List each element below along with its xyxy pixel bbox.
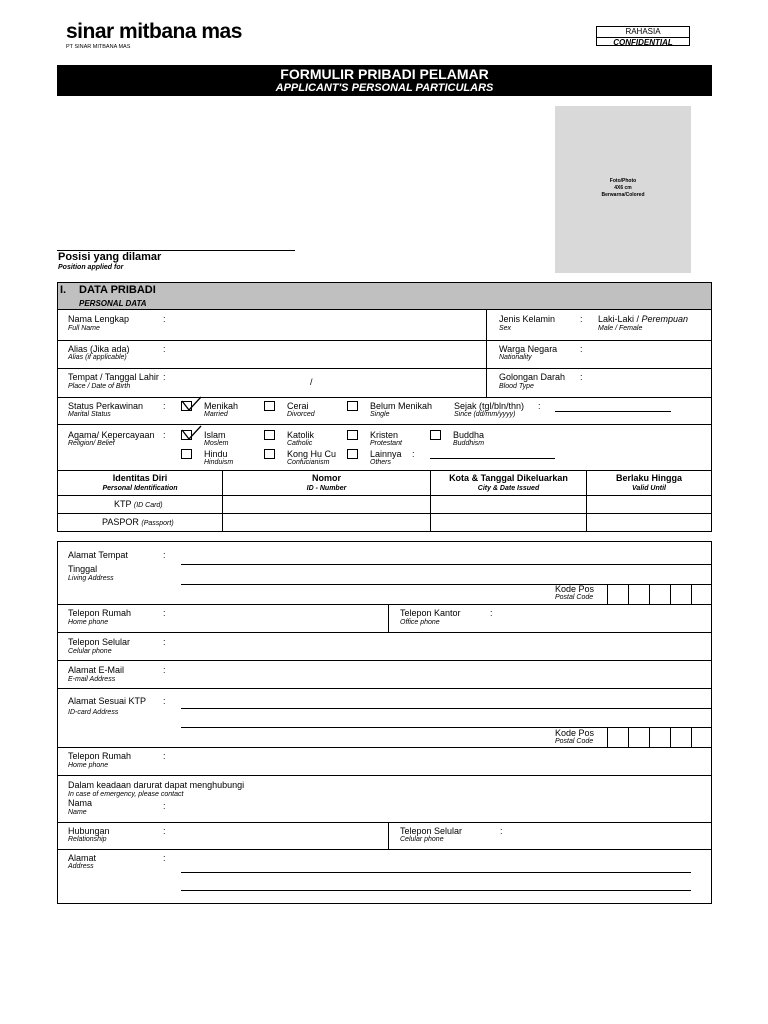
colon: : <box>163 344 166 354</box>
divorced-checkbox[interactable] <box>264 401 275 411</box>
confidential-label: CONFIDENTIAL <box>597 37 689 48</box>
postal-code-2-sublabel: Postal Code <box>555 738 594 745</box>
number-col-subheader: ID - Number <box>306 485 347 492</box>
divorced-sublabel: Divorced <box>287 411 315 418</box>
paspor-label: PASPOR <box>102 517 139 527</box>
photo-placeholder[interactable] <box>555 106 691 273</box>
id-col-header: Identitas Diri <box>112 473 168 483</box>
single-sublabel: Single <box>370 411 390 418</box>
emergency-name-field[interactable] <box>173 796 708 820</box>
colon: : <box>163 751 166 761</box>
home-phone-sublabel: Home phone <box>68 619 109 626</box>
postal-code-2-label: Kode Pos <box>555 728 595 738</box>
nationality-field[interactable] <box>593 342 708 366</box>
email-field[interactable] <box>173 662 708 687</box>
since-field[interactable] <box>555 411 671 412</box>
colon: : <box>163 696 166 706</box>
postal-code-field[interactable] <box>608 585 711 604</box>
married-checkbox[interactable] <box>181 401 192 411</box>
sex-options-sublabel: Male / Female <box>598 325 643 332</box>
photo-size: 4X6 cm <box>614 185 632 191</box>
full-name-field[interactable] <box>173 312 478 338</box>
valid-col-subheader: Valid Until <box>632 485 666 492</box>
emergency-sublabel: In case of emergency, please contact <box>68 791 184 798</box>
colon: : <box>163 801 166 811</box>
company-logo: sinar mitbana mas <box>66 20 242 43</box>
paspor-sublabel: (Passport) <box>141 520 174 527</box>
living-address-line-1[interactable] <box>181 564 711 565</box>
colon: : <box>412 449 415 459</box>
relationship-label: Hubungan <box>68 826 110 836</box>
marital-label: Status Perkawinan <box>68 401 144 411</box>
birth-label: Tempat / Tanggal Lahir <box>68 372 159 382</box>
islam-sublabel: Moslem <box>204 440 229 447</box>
since-label: Sejak (tgl/bln/thn) <box>454 401 525 411</box>
section-number: I. <box>60 284 67 296</box>
emergency-name-sublabel: Name <box>68 809 87 816</box>
valid-col-header: Berlaku Hingga <box>615 473 682 483</box>
emergency-address-label: Alamat <box>68 853 97 863</box>
full-name-sublabel: Full Name <box>68 325 100 332</box>
relationship-field[interactable] <box>173 824 383 848</box>
colon: : <box>500 826 503 836</box>
kristen-checkbox[interactable] <box>347 430 358 440</box>
form-title: FORMULIR PRIBADI PELAMAR <box>280 66 489 82</box>
nationality-label: Warga Negara <box>499 344 558 354</box>
colon: : <box>163 401 166 411</box>
colon: : <box>163 550 166 560</box>
married-label: Menikah <box>204 401 239 411</box>
living-address-label: Alamat Tempat <box>68 550 128 560</box>
position-sublabel: Position applied for <box>58 264 124 271</box>
buddha-label: Buddha <box>453 430 485 440</box>
postal-code-2-field[interactable] <box>608 728 711 747</box>
postal-code-label: Kode Pos <box>555 584 595 594</box>
office-phone-sublabel: Office phone <box>400 619 440 626</box>
kristen-label: Kristen <box>370 430 399 440</box>
birth-separator: / <box>310 377 313 387</box>
cell-phone-label: Telepon Selular <box>68 637 131 647</box>
hindu-label: Hindu <box>204 449 228 459</box>
birth-field[interactable] <box>173 370 478 395</box>
sex-male-option[interactable]: Laki-Laki / <box>598 314 642 324</box>
lainnya-label: Lainnya <box>370 449 402 459</box>
single-checkbox[interactable] <box>347 401 358 411</box>
email-sublabel: E-mail Address <box>68 676 116 683</box>
konghucu-label: Kong Hu Cu <box>287 449 337 459</box>
colon: : <box>163 637 166 647</box>
position-label: Posisi yang dilamar <box>58 251 162 263</box>
relationship-sublabel: Relationship <box>68 836 107 843</box>
full-name-label: Nama Lengkap <box>68 314 130 324</box>
emergency-address-line-2[interactable] <box>181 890 691 891</box>
colon: : <box>580 344 583 354</box>
konghucu-checkbox[interactable] <box>264 449 275 459</box>
company-name: PT SINAR MITBANA MAS <box>66 44 131 50</box>
hindu-sublabel: Hinduism <box>204 459 234 466</box>
colon: : <box>163 314 166 324</box>
postal-code-sublabel: Postal Code <box>555 594 594 601</box>
section-personal-data-header <box>57 282 712 310</box>
sex-options[interactable] <box>598 314 688 324</box>
personal-data-table <box>57 309 712 532</box>
confidential-badge <box>596 26 690 46</box>
paspor-row-label <box>102 517 174 527</box>
alias-field[interactable] <box>173 342 478 366</box>
sex-label: Jenis Kelamin <box>499 314 556 324</box>
cell-phone-2-label: Telepon Selular <box>400 826 463 836</box>
ktp-label: KTP <box>114 499 132 509</box>
alias-label: Alias (Jika ada) <box>68 344 130 354</box>
lainnya-checkbox[interactable] <box>347 449 358 459</box>
alias-sublabel: Alias (if applicable) <box>68 354 127 361</box>
contact-data-table <box>57 541 712 904</box>
buddha-sublabel: Buddhism <box>453 440 485 447</box>
sex-female-option[interactable]: Perempuan <box>641 314 689 324</box>
photo-label: Foto/Photo <box>609 178 637 184</box>
rahasia-label: RAHASIA <box>625 27 661 36</box>
religion-sublabel: Religion/ Belief <box>68 440 115 447</box>
email-label: Alamat E-Mail <box>68 665 125 675</box>
ktp-address-sublabel: ID-card Address <box>68 709 119 716</box>
hindu-checkbox[interactable] <box>181 449 192 459</box>
married-sublabel: Married <box>204 411 228 418</box>
form-subtitle: APPLICANT'S PERSONAL PARTICULARS <box>275 82 494 94</box>
blood-type-label: Golongan Darah <box>499 372 566 382</box>
home-phone-2-label: Telepon Rumah <box>68 751 132 761</box>
emergency-label: Dalam keadaan darurat dapat menghubungi <box>68 780 245 790</box>
ktp-address-label: Alamat Sesuai KTP <box>68 696 147 706</box>
colon: : <box>163 430 166 440</box>
katolik-label: Katolik <box>287 430 315 440</box>
cell-phone-field[interactable] <box>173 634 708 659</box>
kristen-sublabel: Protestant <box>370 440 402 447</box>
religion-label: Agama/ Kepercayaan <box>68 430 155 440</box>
islam-label: Islam <box>204 430 226 440</box>
colon: : <box>490 608 493 618</box>
home-phone-label: Telepon Rumah <box>68 608 132 618</box>
office-phone-label: Telepon Kantor <box>400 608 461 618</box>
home-phone-field[interactable] <box>173 606 383 631</box>
office-phone-field[interactable] <box>503 606 708 631</box>
colon: : <box>580 372 583 382</box>
blood-type-sublabel: Blood Type <box>499 383 534 390</box>
ktp-row-label <box>114 499 163 509</box>
paspor-row-fields[interactable] <box>223 514 711 531</box>
issued-col-header: Kota & Tanggal Dikeluarkan <box>449 473 568 483</box>
section-title: DATA PRIBADI <box>79 284 156 296</box>
colon: : <box>163 853 166 863</box>
divorced-label: Cerai <box>287 401 309 411</box>
id-col-subheader: Personal Identification <box>102 485 178 492</box>
ktp-row-fields[interactable] <box>223 496 711 513</box>
cell-phone-2-sublabel: Celular phone <box>400 836 444 843</box>
home-phone-2-sublabel: Home phone <box>68 762 109 769</box>
katolik-sublabel: Catholic <box>287 440 313 447</box>
ktp-sublabel: (ID Card) <box>133 502 163 509</box>
form-title-banner <box>57 65 712 96</box>
emergency-address-line-1[interactable] <box>181 872 691 873</box>
marital-sublabel: Marital Status <box>68 411 111 418</box>
emergency-name-label: Nama <box>68 798 93 808</box>
blood-type-field[interactable] <box>593 370 708 395</box>
single-label: Belum Menikah <box>370 401 433 411</box>
colon: : <box>163 608 166 618</box>
birth-sublabel: Place / Date of Birth <box>68 383 131 390</box>
colon: : <box>163 826 166 836</box>
lainnya-field[interactable] <box>430 458 555 459</box>
since-sublabel: Since (dd/mm/yyyy) <box>454 411 516 418</box>
sex-sublabel: Sex <box>499 325 512 332</box>
konghucu-sublabel: Confucianism <box>287 459 330 466</box>
home-phone-2-field[interactable] <box>173 749 708 774</box>
ktp-address-line-1[interactable] <box>181 708 711 709</box>
cell-phone-sublabel: Celular phone <box>68 648 112 655</box>
living-address-label-2: Tinggal <box>68 564 98 574</box>
colon: : <box>580 314 583 324</box>
emergency-address-sublabel: Address <box>68 863 94 870</box>
issued-col-subheader: City & Date Issued <box>477 485 540 492</box>
number-col-header: Nomor <box>312 473 341 483</box>
buddha-checkbox[interactable] <box>430 430 441 440</box>
living-address-sublabel: Living Address <box>68 575 114 582</box>
photo-color: Berwarna/Colored <box>601 192 645 198</box>
colon: : <box>538 401 541 411</box>
section-subtitle: PERSONAL DATA <box>79 299 147 308</box>
cell-phone-2-field[interactable] <box>513 824 708 848</box>
colon: : <box>163 665 166 675</box>
islam-checkbox[interactable] <box>181 430 192 440</box>
nationality-sublabel: Nationality <box>499 354 532 361</box>
katolik-checkbox[interactable] <box>264 430 275 440</box>
lainnya-sublabel: Others <box>370 459 392 466</box>
colon: : <box>163 372 166 382</box>
